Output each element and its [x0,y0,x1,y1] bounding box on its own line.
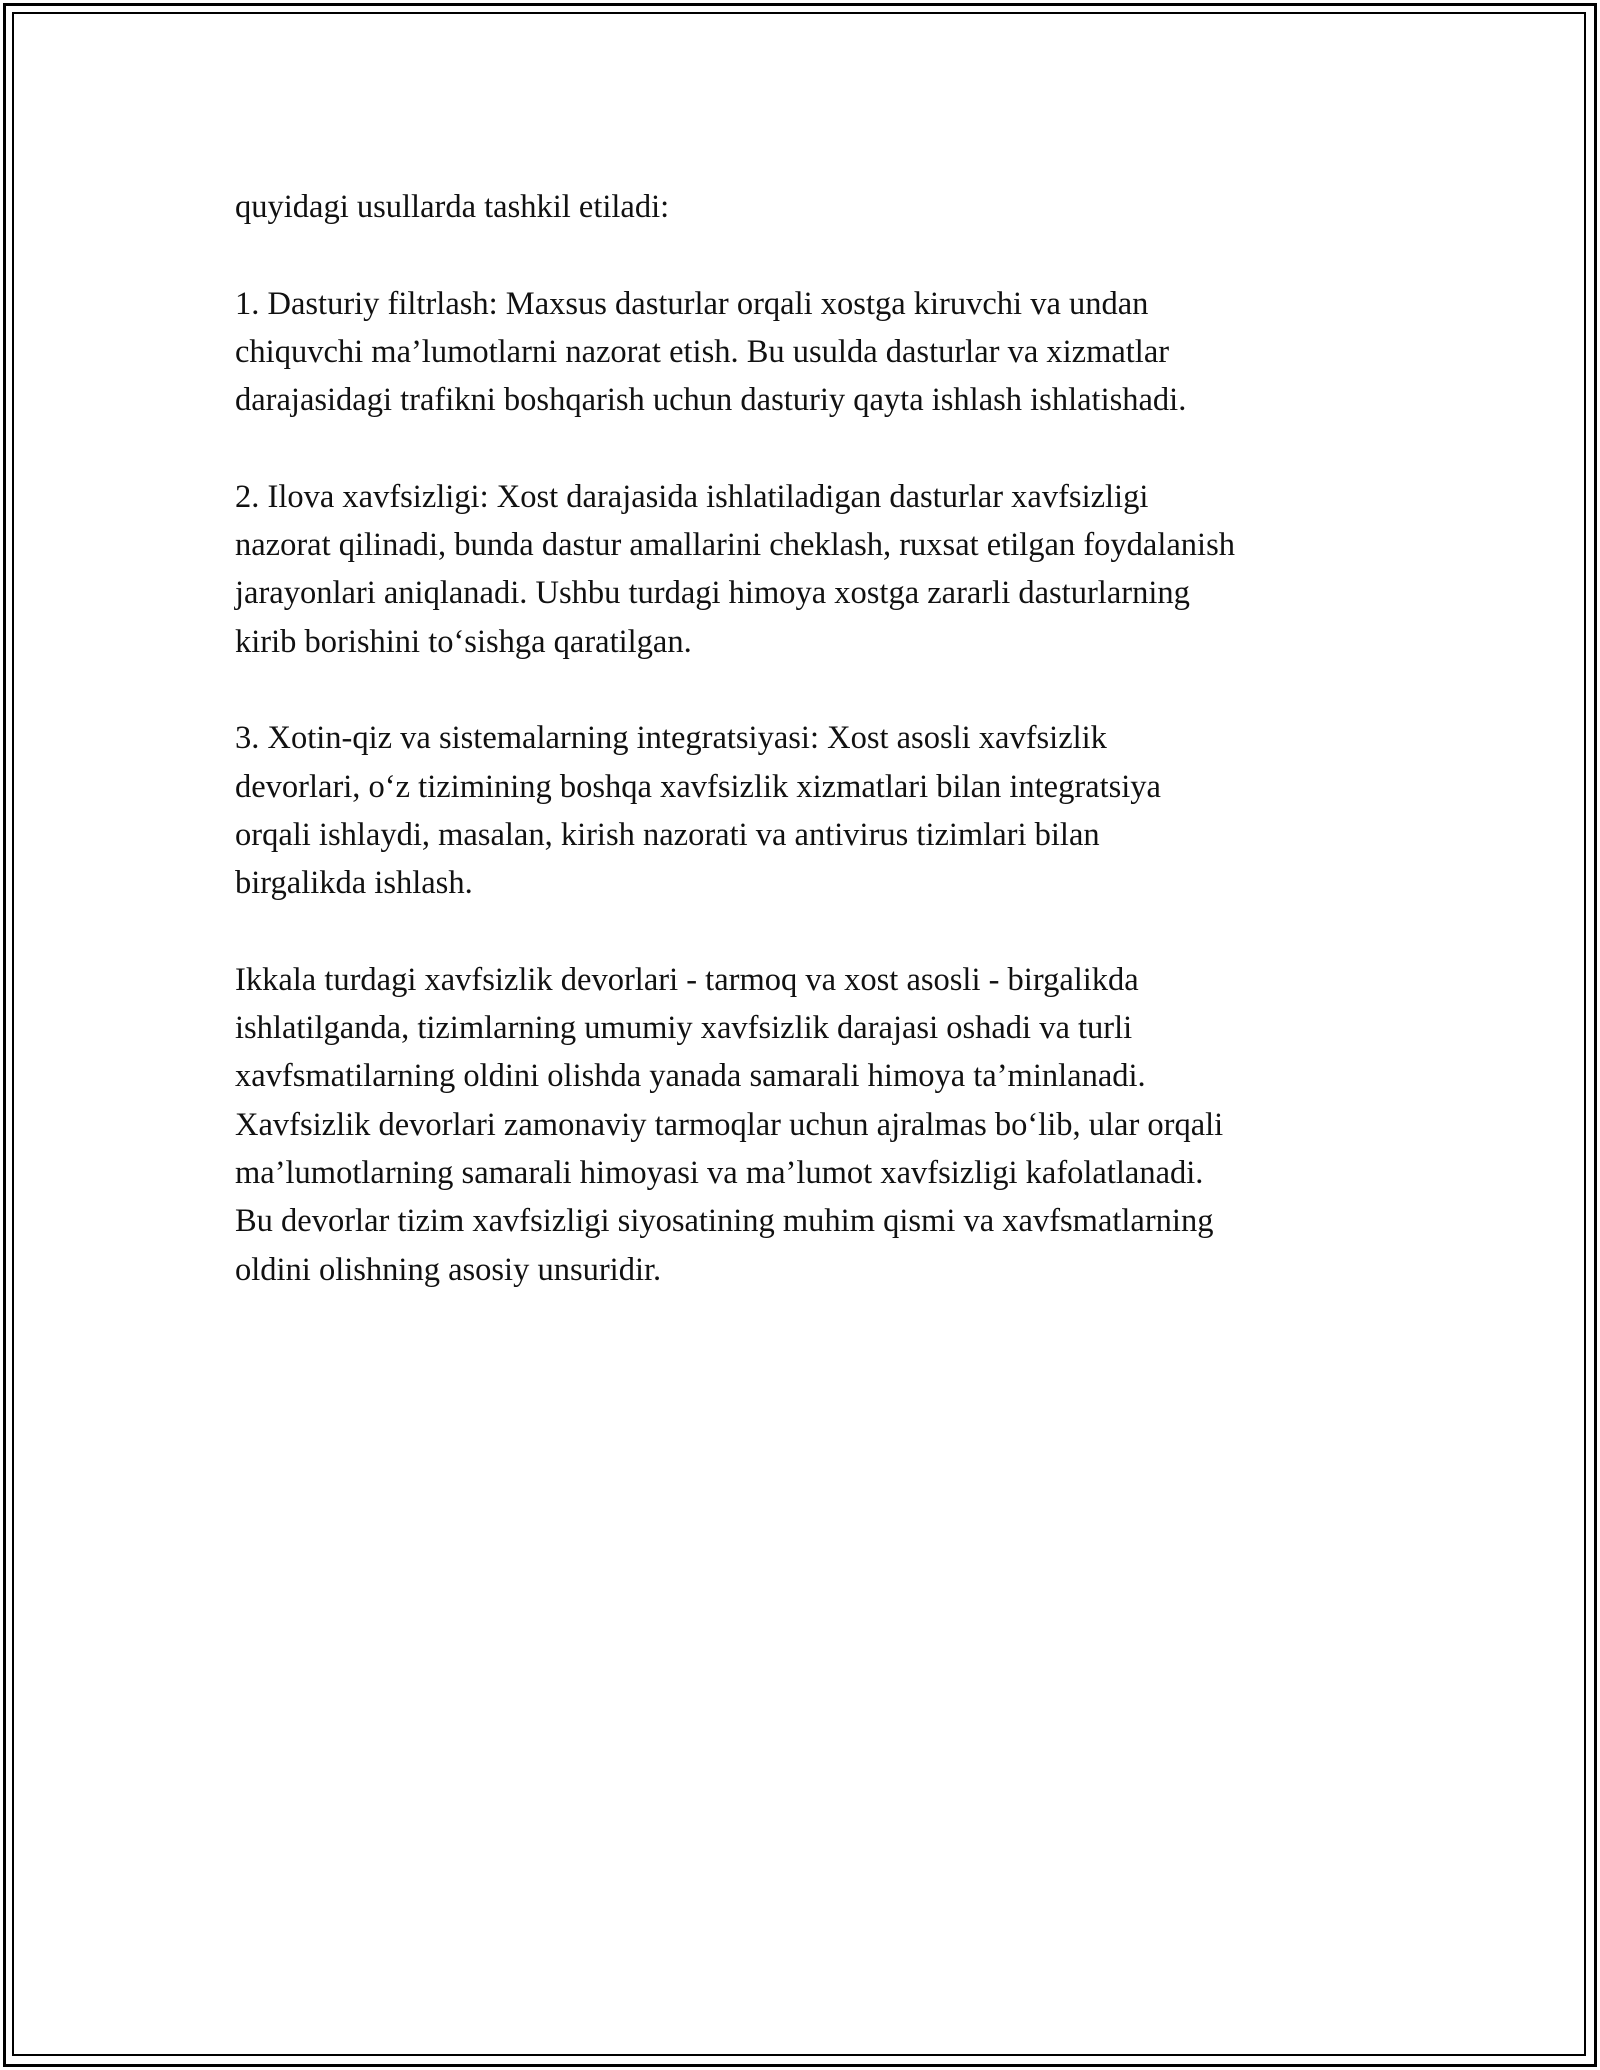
conclusion-paragraph: Ikkala turdagi xavfsizlik devorlari - tarmoq va xost asosli - birgalikda ishlatilganda, tizimlarning umumiy xavfsizlik darajasi oshadi va turli xavfsmatilarning oldini olishda yanada samarali himoya ta’minlanadi. Xavfsizlik devorlari zamonaviy tarmoqlar uchun ajralmas bo‘lib, ular orqali ma’lumotlarning samarali himoyasi va ma’lumot xavfsizligi kafolatlanadi. Bu devorlar tizim xavfsizligi siyosatining muhim qismi va xavfsmatlarning oldini olishning asosiy unsuridir. [235,961,1224,1288]
document-body [235,183,1415,1294]
intro-paragraph: quyidagi usullarda tashkil etiladi: [235,189,670,225]
list-item-application-security: 2. Ilova xavfsizligi: Xost darajasida ishlatiladigan dasturlar xavfsizligi nazorat qilinadi, bunda dastur amallarini cheklash, ruxsat etilgan foydalanish jarayonlari aniqlanadi. Ushbu turdagi himoya xostga zararli dasturlarning kirib borishini to‘sishga qaratilgan. [235,478,1235,660]
list-item-software-filtering: 1. Dasturiy filtrlash: Maxsus dasturlar orqali xostga kiruvchi va undan chiquvchi ma’lumotlarni nazorat etish. Bu usulda dasturlar va xizmatlar darajasidagi trafikni boshqarish uchun dasturiy qayta ishlash ishlatishadi. [235,285,1187,419]
list-item-system-integration: 3. Xotin-qiz va sistemalarning integratsiyasi: Xost asosli xavfsizlik devorlari, o‘z tizimining boshqa xavfsizlik xizmatlari bilan integratsiya orqali ishlaydi, masalan, kirish nazorati va antivirus tizimlari bilan birgalikda ishlash. [235,720,1161,902]
